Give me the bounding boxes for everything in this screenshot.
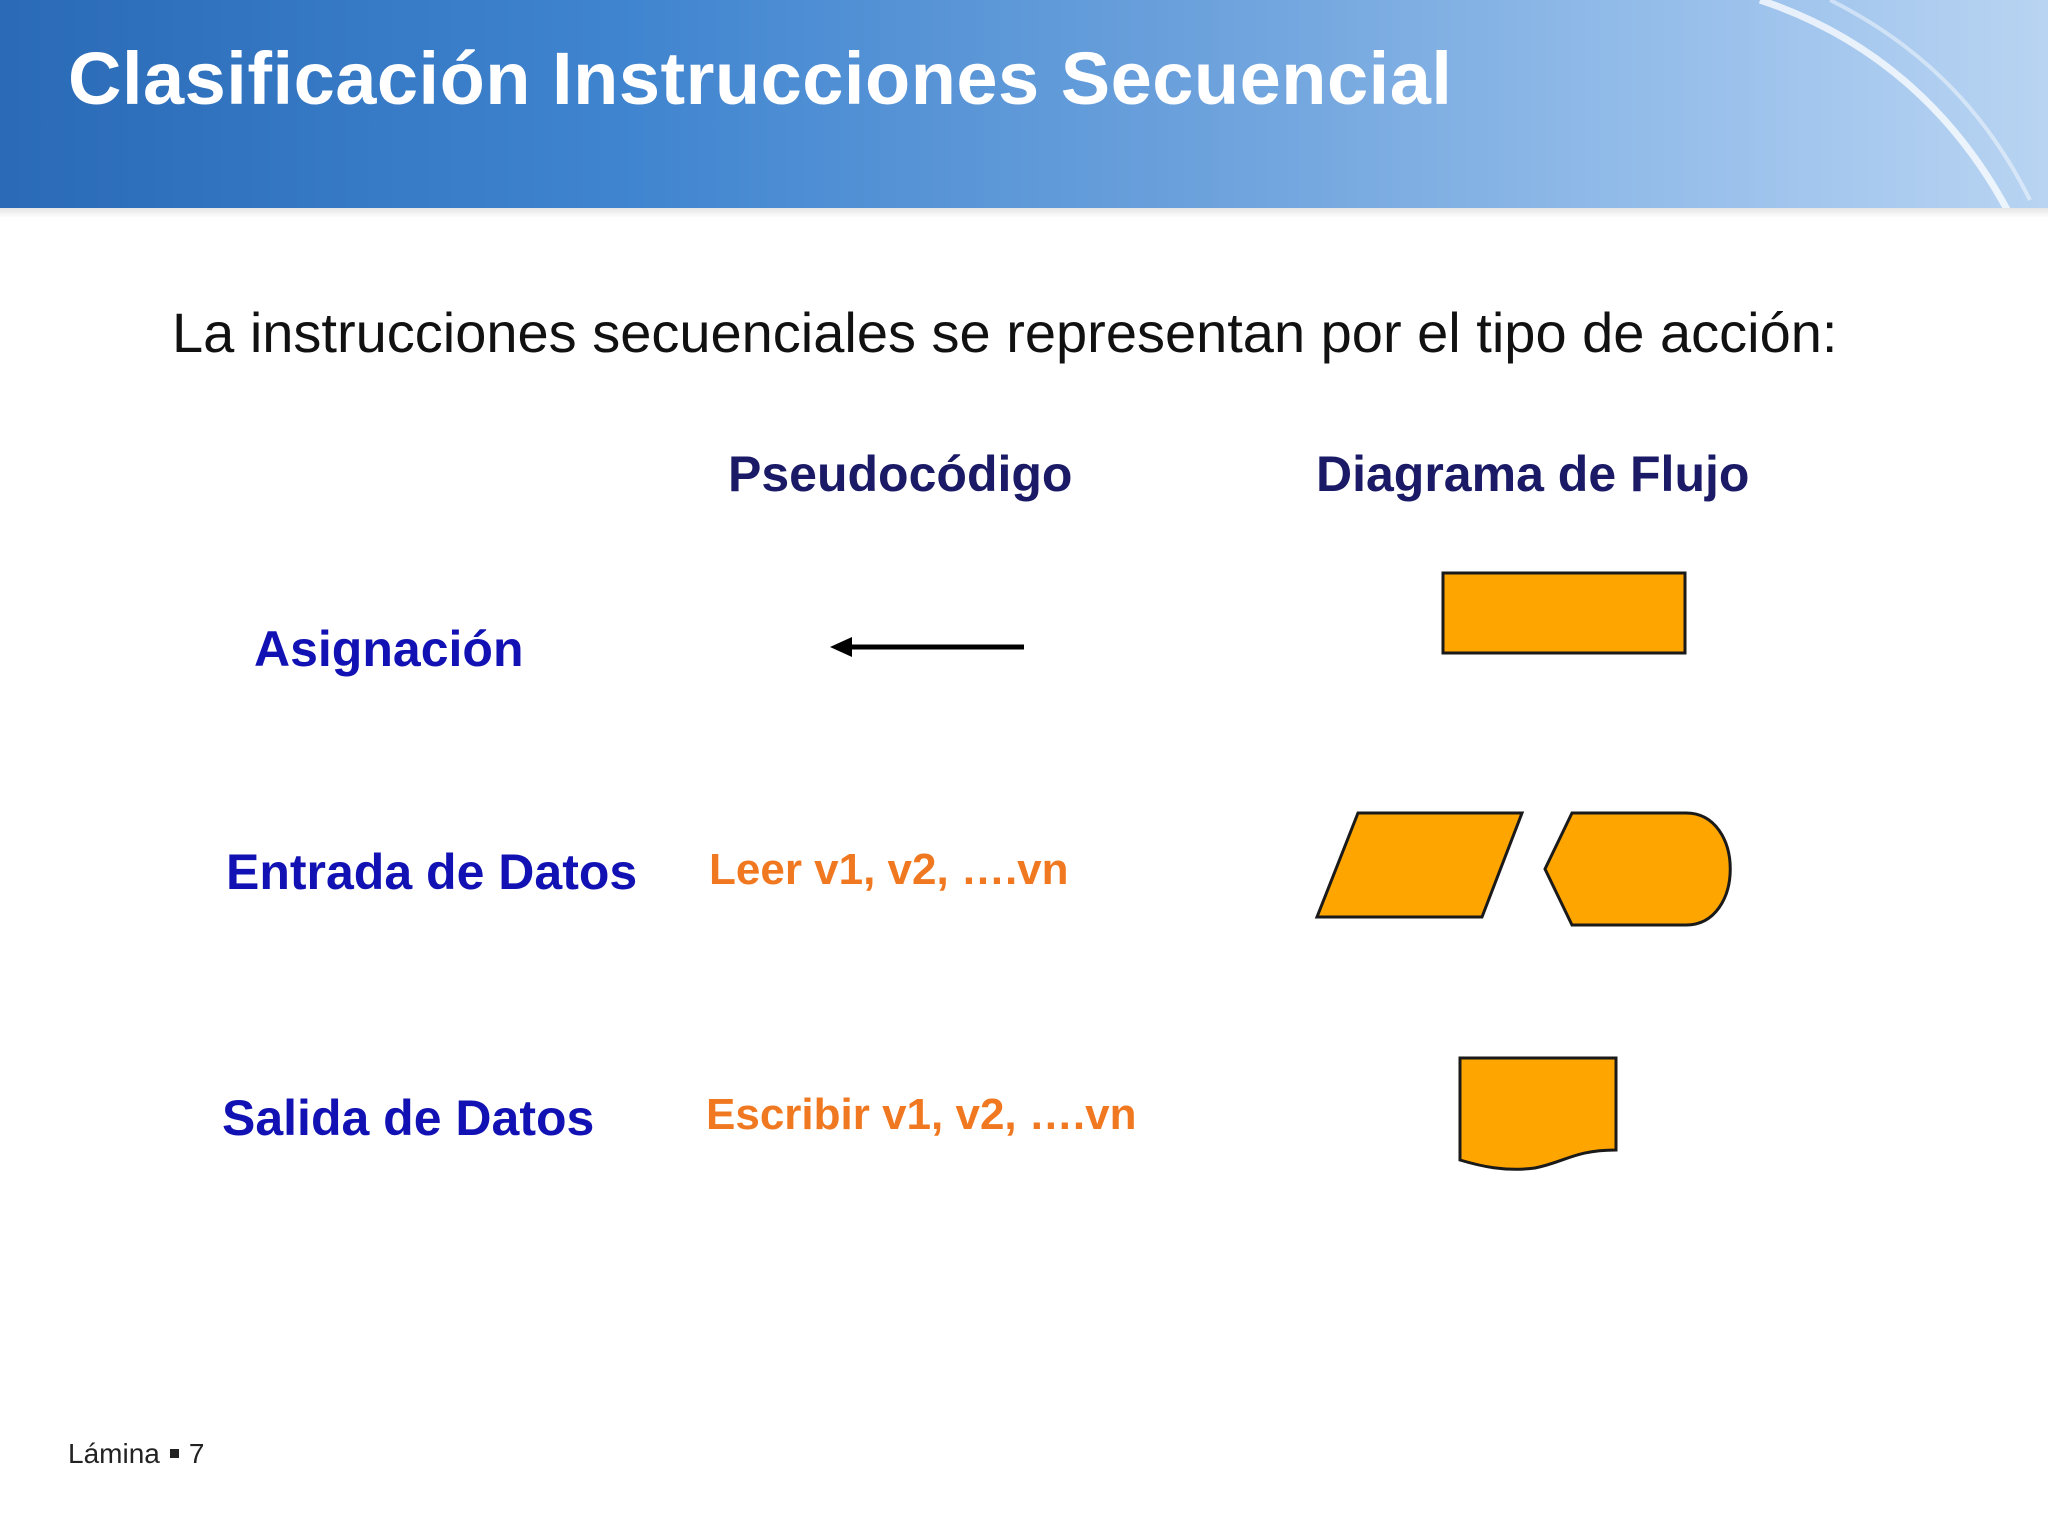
column-heading-pseudocode: Pseudocódigo: [728, 446, 1073, 502]
data-parallelogram-shape: [1317, 813, 1522, 917]
left-arrow-icon: [830, 637, 1024, 657]
footer-label: Lámina: [68, 1438, 160, 1469]
column-heading-flowchart: Diagrama de Flujo: [1316, 446, 1750, 502]
footer-page: 7: [188, 1438, 205, 1469]
row-label-salida: Salida de Datos: [222, 1090, 595, 1146]
pseudocode-escribir: Escribir v1, v2, ….vn: [706, 1090, 1137, 1139]
slide-title: Clasificación Instrucciones Secuencial: [68, 37, 1453, 120]
process-rectangle-shape: [1443, 573, 1685, 653]
intro-text: La instrucciones secuenciales se representan por el tipo de acción:: [172, 301, 1838, 364]
footer-page-number: [68, 1438, 204, 1470]
row-label-entrada: Entrada de Datos: [226, 844, 638, 900]
bullet-icon: [170, 1449, 179, 1458]
row-label-asignacion: Asignación: [254, 621, 524, 677]
pseudocode-leer: Leer v1, v2, ….vn: [709, 845, 1069, 894]
display-shape: [1545, 813, 1730, 925]
document-shape: [1460, 1058, 1616, 1169]
